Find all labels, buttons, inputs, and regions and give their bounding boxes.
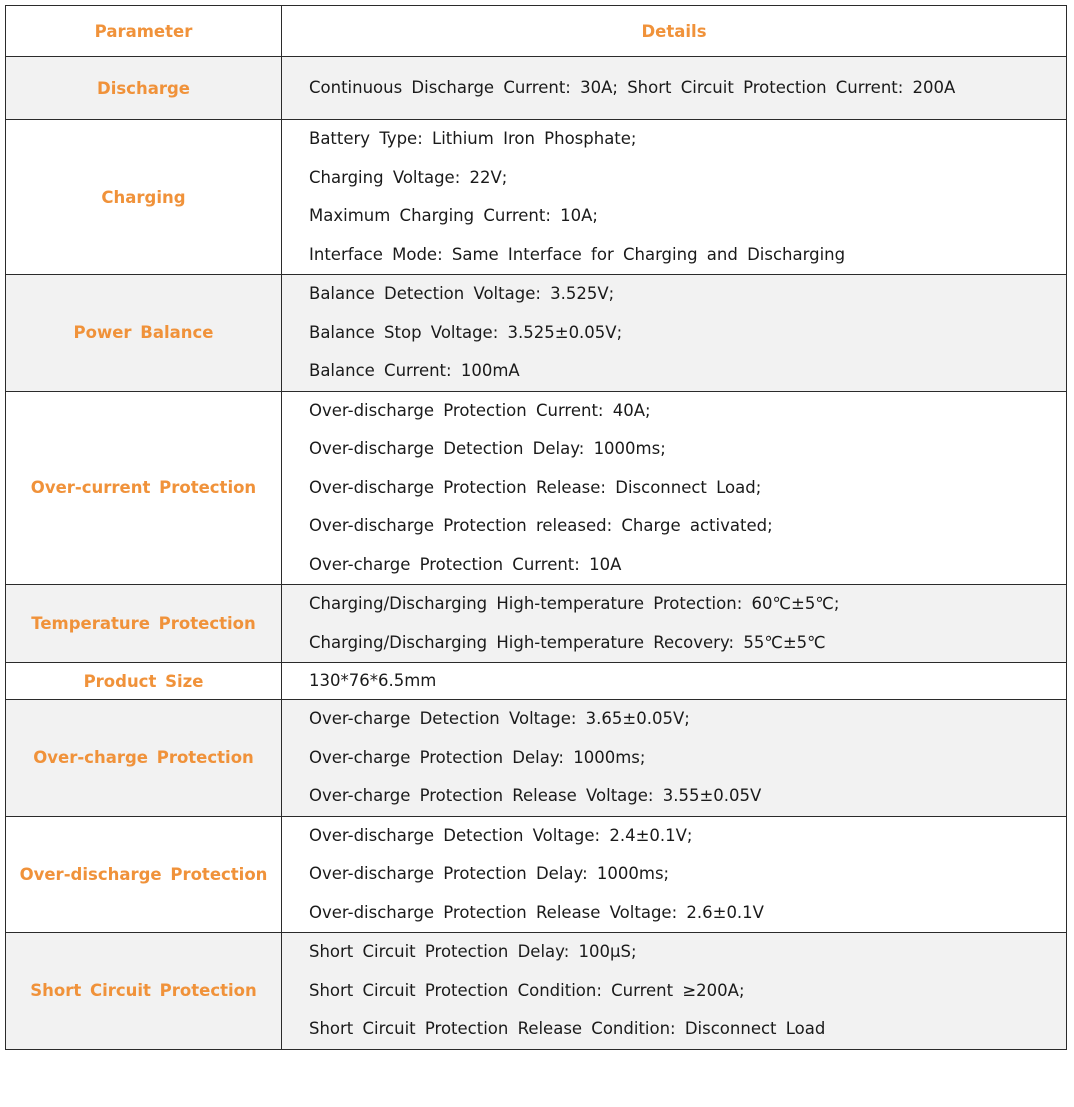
details-temperature-protection [282,585,1067,663]
spec-table [5,5,1067,1050]
param-product-size: Product Size [6,663,282,700]
table-row [6,816,1067,933]
table-row [6,275,1067,392]
detail-line: Over-charge Protection Delay: 1000ms; [309,747,646,767]
param-over-current-protection: Over-current Protection [6,391,282,585]
detail-line: Over-discharge Detection Voltage: 2.4±0.1V; [309,825,693,845]
detail-line: Over-discharge Protection Delay: 1000ms; [309,864,670,883]
detail-line: Over-charge Protection Release Voltage: 3.55±0.05V [309,786,762,805]
detail-line: Interface Mode: Same Interface for Charging and Discharging [309,244,846,264]
header-details: Details [282,6,1067,57]
table-row [6,57,1067,120]
detail-line: Over-discharge Protection Release Voltage: 2.6±0.1V [309,902,764,922]
detail-line: Battery Type: Lithium Iron Phosphate; [309,129,637,148]
header-parameter: Parameter [6,6,282,57]
detail-line: Continuous Discharge Current: 30A; Short Circuit Protection Current: 200A [309,78,956,97]
table-row [6,933,1067,1050]
param-power-balance: Power Balance [6,275,282,392]
detail-line: Over-charge Detection Voltage: 3.65±0.05V; [309,709,690,728]
detail-line: Charging/Discharging High-temperature Recovery: 55℃±5℃ [309,632,826,652]
detail-line: Charging Voltage: 22V; [309,167,508,187]
detail-line: Over-discharge Protection Release: Disconnect Load; [309,477,762,497]
details-over-current-protection [282,391,1067,585]
details-over-charge-protection [282,700,1067,817]
table-row [6,585,1067,663]
detail-line: Short Circuit Protection Delay: 100μS; [309,942,637,961]
detail-line: Charging/Discharging High-temperature Protection: 60℃±5℃; [309,594,840,613]
details-discharge [282,57,1067,120]
table-row [6,700,1067,817]
detail-line: 130*76*6.5mm [309,671,437,690]
details-product-size [282,663,1067,700]
param-charging: Charging [6,120,282,275]
table-header-row [6,6,1067,57]
table-row [6,663,1067,700]
param-temperature-protection: Temperature Protection [6,585,282,663]
param-over-charge-protection: Over-charge Protection [6,700,282,817]
details-power-balance [282,275,1067,392]
param-short-circuit-protection: Short Circuit Protection [6,933,282,1050]
param-over-discharge-protection: Over-discharge Protection [6,816,282,933]
table-row [6,391,1067,585]
details-over-discharge-protection [282,816,1067,933]
detail-line: Short Circuit Protection Condition: Current ≥200A; [309,980,745,1000]
table-row [6,120,1067,275]
detail-line: Over-discharge Detection Delay: 1000ms; [309,439,666,458]
detail-line: Over-charge Protection Current: 10A [309,554,622,574]
detail-line: Balance Current: 100mA [309,361,520,380]
detail-line: Over-discharge Protection released: Charge activated; [309,516,773,535]
details-charging [282,120,1067,275]
param-discharge: Discharge [6,57,282,120]
detail-line: Maximum Charging Current: 10A; [309,206,598,225]
details-short-circuit-protection [282,933,1067,1050]
detail-line: Short Circuit Protection Release Condition: Disconnect Load [309,1019,826,1038]
detail-line: Over-discharge Protection Current: 40A; [309,400,651,420]
detail-line: Balance Stop Voltage: 3.525±0.05V; [309,322,623,342]
detail-line: Balance Detection Voltage: 3.525V; [309,284,615,303]
